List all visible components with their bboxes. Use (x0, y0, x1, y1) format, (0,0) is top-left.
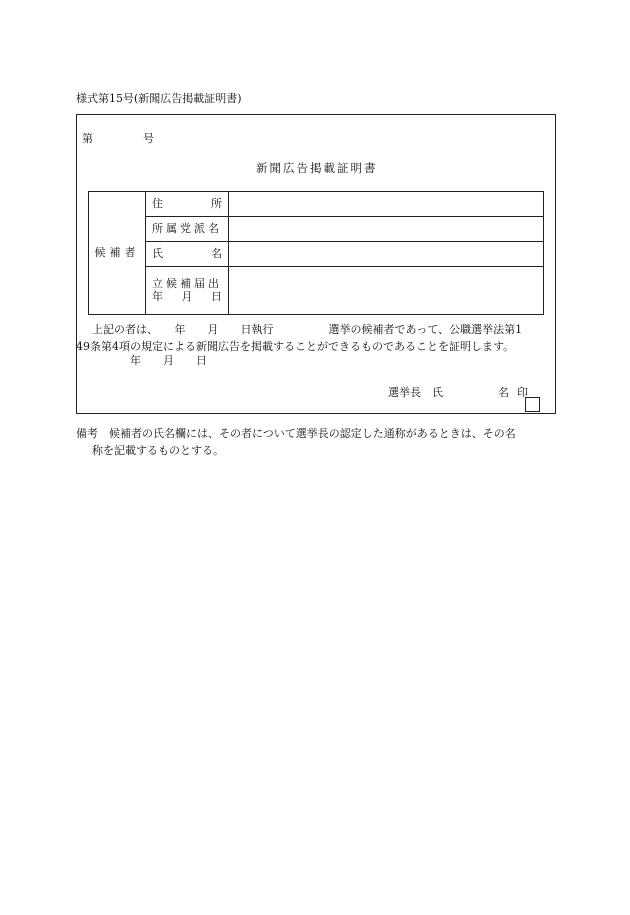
date-day-label: 日 (211, 290, 222, 304)
table-row (89, 266, 544, 314)
table-row (89, 216, 544, 241)
filing-date-field[interactable] (229, 266, 544, 314)
name-field[interactable] (229, 241, 544, 266)
candidate-label: 候補者 (89, 192, 146, 315)
table-row (89, 241, 544, 266)
seal-box[interactable] (525, 397, 540, 412)
filing-label: 立候補届出 (152, 277, 222, 291)
note-line: 称を記載するものとする。 (92, 444, 224, 457)
table-row (89, 192, 544, 217)
seal-label: 印 (517, 386, 528, 399)
name-label (146, 241, 229, 266)
certification-text-line: 49条第4項の規定による新聞広告を掲載することができるものであることを証明します。 (76, 340, 515, 353)
address-field[interactable] (229, 192, 544, 217)
document-heading: 新聞広告掲載証明書 (256, 161, 378, 175)
filing-date-label (146, 266, 229, 314)
address-label (146, 192, 229, 217)
party-field[interactable] (229, 216, 544, 241)
name-label-part: 名 (211, 247, 222, 261)
certification-text-line: 上記の者は、 年 月 日執行 選挙の候補者であって、公職選挙法第1 (92, 323, 523, 336)
note-line: 備考 候補者の氏名欄には、その者について選挙長の認定した通称があるときは、その名 (76, 427, 516, 440)
form-title: 様式第15号(新聞広告掲載証明書) (76, 92, 242, 105)
address-label-part: 所 (211, 197, 222, 211)
number-prefix: 第 (82, 132, 93, 145)
date-year-label: 年 (152, 290, 163, 304)
date-month-label: 月 (181, 290, 193, 304)
signature-label: 選挙長 氏 名 (388, 386, 509, 399)
address-label-part: 住 (152, 197, 163, 211)
certification-date: 年 月 日 (130, 354, 207, 367)
candidate-table (88, 191, 544, 315)
election-chief-signature (388, 387, 528, 398)
name-label-part: 氏 (152, 247, 163, 261)
number-suffix: 号 (143, 132, 154, 145)
party-label: 所属党派名 (146, 216, 229, 241)
